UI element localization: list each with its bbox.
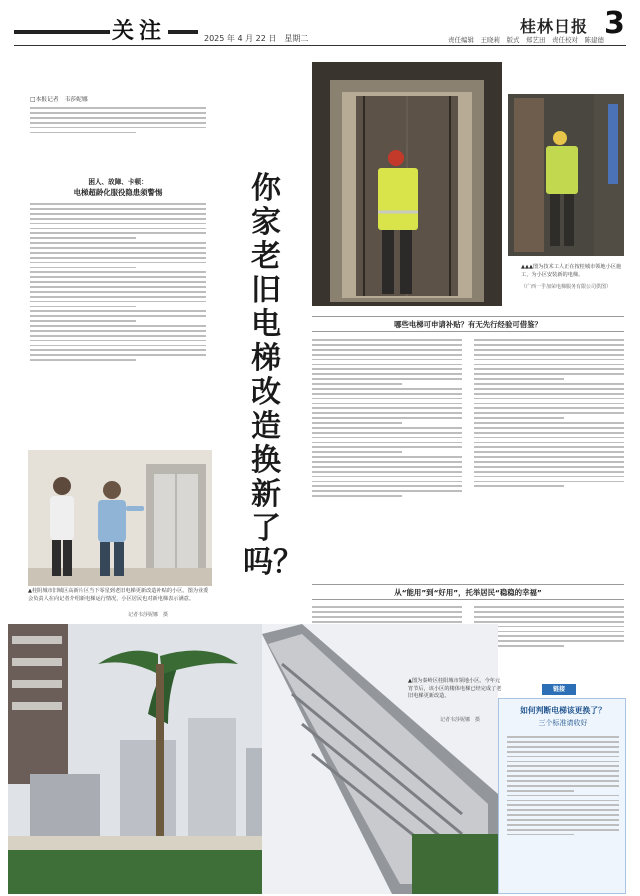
section3-bottom-rule: [312, 599, 624, 600]
residents-photo: [28, 450, 212, 586]
residents-illustration: [28, 450, 212, 586]
tower-building-photo: [262, 624, 498, 894]
faq-box: [498, 698, 626, 894]
section2-body-left: [312, 336, 462, 500]
section2-top-rule: [312, 316, 624, 317]
editor-credits: 责任编辑 王晓莉 版式 郑艺田 责任校对 陈建德: [448, 36, 604, 44]
elevator-photo-credit: （广西一乎加荣电梯服务有限公司供图）: [521, 284, 612, 290]
elevator-photo-caption: ▲▲▲图为技术工人正在按桂城市领地小区施工，为小区安装新的电梯。: [521, 264, 622, 278]
link-tag: 链接: [542, 684, 576, 695]
tower-photo-caption: ▲图为秦岭区桂阳城市领地小区。今年元宵节后，该小区的楼体电梯已经完成了老旧电梯更新改造。: [408, 678, 502, 700]
section1-title: 电梯超龄化服役隐患须警惕: [73, 188, 163, 197]
faq-subtitle: 三个标准请收好: [538, 719, 588, 727]
tower-photo-credit: 记者韦莎妮娜 摄: [440, 717, 481, 723]
residents-photo-credit: 记者韦莎妮娜 摄: [128, 612, 169, 618]
section1-kicker: 困人、故障、卡顿：: [88, 178, 148, 186]
elevator-install-illustration: [312, 62, 502, 306]
elevator-install-photo: [312, 62, 502, 306]
section2-title: 哪些电梯可申请补贴？有无先行经验可借鉴？: [394, 320, 542, 329]
newspaper-logo: 桂林日报: [520, 17, 589, 36]
section2-bottom-rule: [312, 331, 624, 332]
header-rule-left: [14, 30, 110, 34]
byline: □本报记者 韦莎妮娜: [30, 97, 88, 103]
main-headline: 你家老旧电梯改造换新了吗？: [243, 171, 303, 580]
elevator-shaft-illustration: [508, 94, 624, 256]
section3-top-rule: [312, 584, 624, 585]
issue-date: 2025 年 4 月 22 日 星期二: [204, 34, 309, 43]
residents-photo-caption: ▲桂阴城市旧城区高新片区当下零星到老旧电梯更新改造补贴的小区。图为业委会负责人在向记者介绍新电梯运行情况，小区居民也对新电梯表示满意。: [28, 588, 209, 602]
section1-body: [30, 200, 206, 364]
section3-title: 从“能用”到“好用”，托举居民“稳稳的幸福”: [394, 588, 542, 597]
faq-body: [507, 733, 619, 839]
section2-body-right: [474, 336, 624, 490]
elevator-shaft-photo: [508, 94, 624, 256]
page-header: [0, 0, 640, 46]
tower-building-illustration: [262, 624, 498, 894]
section-title: 关注: [112, 18, 167, 44]
header-rule-mid: [168, 30, 198, 34]
faq-title: 如何判断电梯该更换了？: [520, 706, 606, 715]
header-bottom-rule: [14, 45, 626, 46]
intro-paragraph: [30, 104, 206, 136]
page-number: 3: [604, 6, 625, 41]
